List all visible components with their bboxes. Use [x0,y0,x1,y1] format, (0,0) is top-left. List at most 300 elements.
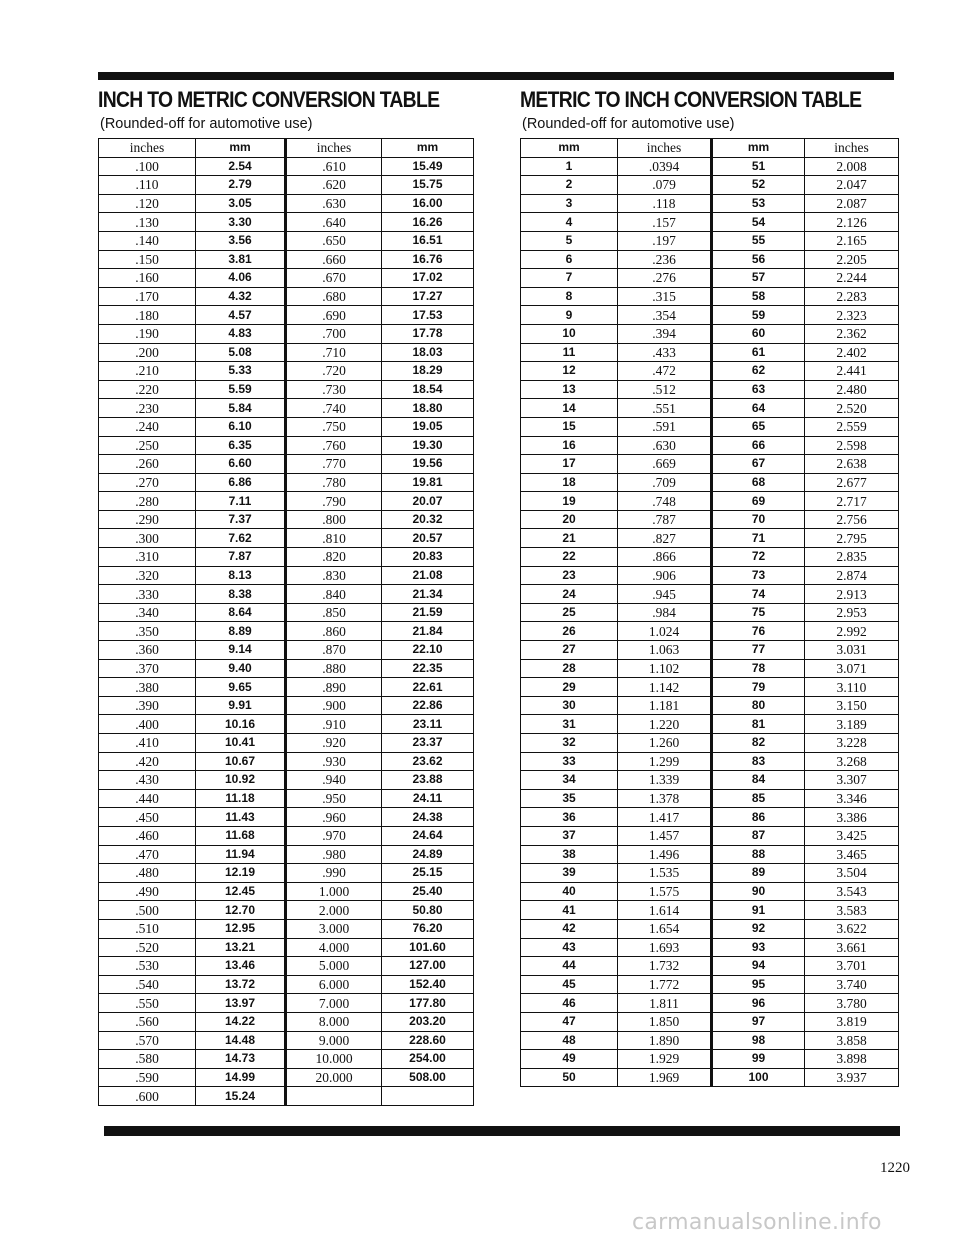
table-cell: 10.92 [196,771,286,790]
table-cell: .440 [99,789,196,808]
table-header-row [521,139,899,158]
table-cell: 10.67 [196,752,286,771]
table-cell: 91 [712,901,805,920]
table-cell: 96 [712,994,805,1013]
table-cell: 66 [712,436,805,455]
table-cell: 1.299 [618,752,712,771]
table-cell: 17.53 [382,306,474,325]
table-cell: 3.701 [805,957,899,976]
table-cell: .730 [286,380,382,399]
table-cell: .150 [99,250,196,269]
table-cell: 27 [521,641,618,660]
table-cell: .550 [99,994,196,1013]
table-row [521,362,899,381]
table-cell: 18.29 [382,362,474,381]
table-row [521,194,899,213]
table-cell: .787 [618,510,712,529]
table-cell: 93 [712,938,805,957]
table-cell: 7 [521,269,618,288]
metric-to-inch-title: METRIC TO INCH CONVERSION TABLE [520,87,862,112]
table-cell: .669 [618,455,712,474]
column-header: mm [196,139,286,158]
table-cell: .900 [286,696,382,715]
table-cell: 45 [521,975,618,994]
table-row [99,176,474,195]
table-cell: .750 [286,417,382,436]
table-cell: 1.969 [618,1068,712,1087]
table-row [521,343,899,362]
table-row [99,771,474,790]
table-cell: 1.890 [618,1031,712,1050]
table-cell: 3.150 [805,696,899,715]
table-cell: 43 [521,938,618,957]
table-cell: 4.32 [196,287,286,306]
table-cell: 46 [521,994,618,1013]
table-cell: .450 [99,808,196,827]
column-header: inches [618,139,712,158]
table-row [99,157,474,176]
table-row [99,287,474,306]
table-row [99,548,474,567]
table-cell: .236 [618,250,712,269]
table-cell: 10.16 [196,715,286,734]
table-cell: .370 [99,659,196,678]
table-cell: 20.57 [382,529,474,548]
table-cell: 3.504 [805,864,899,883]
watermark-text: carmanualsonline.info [632,1210,882,1235]
table-cell: .350 [99,622,196,641]
table-row [99,901,474,920]
table-row [521,864,899,883]
table-cell: 94 [712,957,805,976]
table-cell: 13.72 [196,975,286,994]
table-cell: 64 [712,399,805,418]
table-cell: 59 [712,306,805,325]
table-row [521,734,899,753]
table-row [99,399,474,418]
table-cell: 101.60 [382,938,474,957]
table-cell: 29 [521,678,618,697]
table-row [99,975,474,994]
table-cell: 15 [521,417,618,436]
table-row [99,1087,474,1106]
table-cell: 1.614 [618,901,712,920]
table-row [521,157,899,176]
table-cell: 19 [521,492,618,511]
table-cell: 62 [712,362,805,381]
table-cell: 2.441 [805,362,899,381]
table-cell: .380 [99,678,196,697]
table-cell: 6.10 [196,417,286,436]
table-cell: 8 [521,287,618,306]
table-cell: 127.00 [382,957,474,976]
table-cell: .470 [99,845,196,864]
table-cell: 37 [521,826,618,845]
table-cell: 3.031 [805,641,899,660]
table-row [99,1012,474,1031]
table-cell: 17.78 [382,324,474,343]
table-cell: 22 [521,548,618,567]
table-cell: .740 [286,399,382,418]
table-cell: 8.000 [286,1012,382,1031]
table-cell: .800 [286,510,382,529]
metric-to-inch-section [520,86,900,1087]
table-cell: 69 [712,492,805,511]
table-cell: 1.496 [618,845,712,864]
table-cell: 3.583 [805,901,899,920]
metric-to-inch-subtitle: (Rounded-off for automotive use) [522,116,735,132]
table-cell: 23 [521,566,618,585]
table-row [99,1031,474,1050]
table-cell: 73 [712,566,805,585]
table-cell: 17.27 [382,287,474,306]
table-cell: 50 [521,1068,618,1087]
table-cell: 9 [521,306,618,325]
table-row [521,380,899,399]
inch-to-metric-subtitle: (Rounded-off for automotive use) [100,116,313,132]
table-cell: 7.87 [196,548,286,567]
table-cell: 1 [521,157,618,176]
table-cell: 1.654 [618,919,712,938]
table-cell: 36 [521,808,618,827]
table-cell: 11.18 [196,789,286,808]
table-cell: 11 [521,343,618,362]
table-cell: 9.000 [286,1031,382,1050]
table-row [521,529,899,548]
table-row [521,566,899,585]
table-row [99,510,474,529]
table-row [521,696,899,715]
table-cell: 2.087 [805,194,899,213]
table-cell: 5.59 [196,380,286,399]
table-cell: 9.65 [196,678,286,697]
table-cell: 3.740 [805,975,899,994]
table-cell: 3.425 [805,826,899,845]
table-cell: 6.35 [196,436,286,455]
table-row [521,901,899,920]
table-cell: .910 [286,715,382,734]
table-cell: 3.110 [805,678,899,697]
table-row [99,1068,474,1087]
table-cell: 13.46 [196,957,286,976]
table-cell: 31 [521,715,618,734]
table-row [521,789,899,808]
inch-to-metric-table [98,138,474,1106]
table-row [99,492,474,511]
table-cell: .490 [99,882,196,901]
table-cell: 1.929 [618,1050,712,1069]
table-cell: 51 [712,157,805,176]
table-cell: 3.386 [805,808,899,827]
table-cell: 81 [712,715,805,734]
table-row [99,789,474,808]
table-cell: 15.24 [196,1087,286,1106]
table-cell: 11.43 [196,808,286,827]
table-cell: 24.38 [382,808,474,827]
table-cell: .230 [99,399,196,418]
table-cell: 4.57 [196,306,286,325]
table-cell: 152.40 [382,975,474,994]
table-cell: 39 [521,864,618,883]
table-row [99,566,474,585]
table-cell: .079 [618,176,712,195]
table-cell: 20.83 [382,548,474,567]
table-row [521,250,899,269]
table-row [99,269,474,288]
table-cell: .220 [99,380,196,399]
table-cell: 78 [712,659,805,678]
table-cell: .200 [99,343,196,362]
table-cell: .870 [286,641,382,660]
table-cell: 18 [521,473,618,492]
table-cell: 4.83 [196,324,286,343]
table-cell: .480 [99,864,196,883]
table-cell: 2.756 [805,510,899,529]
table-cell: 20 [521,510,618,529]
table-row [99,585,474,604]
table-cell: .430 [99,771,196,790]
table-row [521,1031,899,1050]
table-cell: .820 [286,548,382,567]
table-cell: 1.024 [618,622,712,641]
table-cell: 203.20 [382,1012,474,1031]
table-cell: 4.000 [286,938,382,957]
table-cell: 22.86 [382,696,474,715]
table-cell: .700 [286,324,382,343]
inch-to-metric-section [98,86,480,1106]
table-row [521,473,899,492]
table-cell: 90 [712,882,805,901]
table-cell: 30 [521,696,618,715]
table-row [99,641,474,660]
table-cell: 75 [712,603,805,622]
table-cell: 2.54 [196,157,286,176]
table-cell: 83 [712,752,805,771]
table-row [521,1068,899,1087]
table-row [521,678,899,697]
table-cell: .210 [99,362,196,381]
table-row [99,845,474,864]
table-cell: 12 [521,362,618,381]
table-cell: .984 [618,603,712,622]
table-cell: 21.59 [382,603,474,622]
table-cell: 2.008 [805,157,899,176]
table-cell: .276 [618,269,712,288]
table-cell: 38 [521,845,618,864]
table-cell: 2.953 [805,603,899,622]
table-row [521,808,899,827]
bottom-rule [104,1126,900,1136]
table-row [521,399,899,418]
table-cell: 1.693 [618,938,712,957]
table-cell: 1.772 [618,975,712,994]
table-cell: 1.339 [618,771,712,790]
table-cell: 23.88 [382,771,474,790]
table-cell: 100 [712,1068,805,1087]
table-cell: 89 [712,864,805,883]
table-cell: 60 [712,324,805,343]
table-cell: 7.37 [196,510,286,529]
table-cell: .680 [286,287,382,306]
table-cell: 17.02 [382,269,474,288]
table-cell: 7.62 [196,529,286,548]
table-cell: .290 [99,510,196,529]
table-cell: 254.00 [382,1050,474,1069]
table-cell: 16.76 [382,250,474,269]
table-cell: 5.84 [196,399,286,418]
table-cell: 19.30 [382,436,474,455]
table-cell: .472 [618,362,712,381]
table-row [521,641,899,660]
table-row [521,957,899,976]
table-cell: .660 [286,250,382,269]
table-cell: 1.102 [618,659,712,678]
table-row [521,975,899,994]
table-row [521,938,899,957]
table-cell: .840 [286,585,382,604]
table-cell: .460 [99,826,196,845]
table-row [99,938,474,957]
table-cell: 2.559 [805,417,899,436]
table-row [521,659,899,678]
table-row [99,436,474,455]
table-cell: 35 [521,789,618,808]
table-cell: 2.323 [805,306,899,325]
table-cell: .100 [99,157,196,176]
column-header: inches [286,139,382,158]
table-cell: 14 [521,399,618,418]
table-cell: 3.268 [805,752,899,771]
table-row [521,510,899,529]
table-cell: 2.835 [805,548,899,567]
table-cell: 5.08 [196,343,286,362]
table-cell: .520 [99,938,196,957]
table-cell: 58 [712,287,805,306]
table-row [521,1012,899,1031]
table-cell: 9.14 [196,641,286,660]
table-cell: 8.89 [196,622,286,641]
table-row [521,622,899,641]
table-cell: .170 [99,287,196,306]
table-cell: 88 [712,845,805,864]
table-cell: 2.480 [805,380,899,399]
table-row [99,715,474,734]
table-cell: 14.99 [196,1068,286,1087]
table-row [99,957,474,976]
table-cell: .190 [99,324,196,343]
table-cell: 57 [712,269,805,288]
table-cell: 41 [521,901,618,920]
table-cell: 12.45 [196,882,286,901]
table-row [521,826,899,845]
table-row [521,436,899,455]
table-cell: 54 [712,213,805,232]
table-cell: 3.898 [805,1050,899,1069]
table-cell: 26 [521,622,618,641]
table-cell: 99 [712,1050,805,1069]
table-cell: 82 [712,734,805,753]
table-cell: 2.717 [805,492,899,511]
table-cell: .830 [286,566,382,585]
table-row [521,176,899,195]
table-cell: 42 [521,919,618,938]
table-row [521,715,899,734]
table-row [521,213,899,232]
table-cell: 6.60 [196,455,286,474]
table-cell: .360 [99,641,196,660]
table-cell: 5.000 [286,957,382,976]
table-cell: 18.54 [382,380,474,399]
table-cell: .320 [99,566,196,585]
table-cell: 3.56 [196,231,286,250]
table-cell: 2.283 [805,287,899,306]
table-row [99,622,474,641]
table-cell: 33 [521,752,618,771]
table-cell: 53 [712,194,805,213]
table-row [99,417,474,436]
table-row [99,826,474,845]
table-cell: .400 [99,715,196,734]
table-cell: 3.937 [805,1068,899,1087]
table-cell: .827 [618,529,712,548]
table-cell: 25.40 [382,882,474,901]
table-cell: 6.000 [286,975,382,994]
table-cell: 52 [712,176,805,195]
column-header: mm [712,139,805,158]
table-row [99,343,474,362]
table-row [99,306,474,325]
table-cell: 3.071 [805,659,899,678]
table-row [99,752,474,771]
table-cell: 12.70 [196,901,286,920]
table-cell: .990 [286,864,382,883]
table-cell: 8.38 [196,585,286,604]
table-cell: .120 [99,194,196,213]
table-cell: .500 [99,901,196,920]
table-cell: 3.81 [196,250,286,269]
table-cell: 56 [712,250,805,269]
table-cell: 49 [521,1050,618,1069]
table-cell: 8.13 [196,566,286,585]
table-cell: 13.97 [196,994,286,1013]
table-cell: .970 [286,826,382,845]
table-cell: 7.11 [196,492,286,511]
table-cell: .850 [286,603,382,622]
table-cell: 98 [712,1031,805,1050]
table-cell: 2.598 [805,436,899,455]
table-cell: .960 [286,808,382,827]
metric-to-inch-table [520,138,899,1087]
table-cell: 48 [521,1031,618,1050]
table-cell: 3.465 [805,845,899,864]
table-cell: .590 [99,1068,196,1087]
table-cell: 177.80 [382,994,474,1013]
table-cell: .880 [286,659,382,678]
table-cell: 1.181 [618,696,712,715]
table-cell: 16.51 [382,231,474,250]
table-cell: .560 [99,1012,196,1031]
table-cell: 3.05 [196,194,286,213]
page-number: 1220 [880,1160,910,1176]
table-cell: 34 [521,771,618,790]
table-cell: .980 [286,845,382,864]
table-cell: 2.165 [805,231,899,250]
table-cell: 21.08 [382,566,474,585]
table-row [99,473,474,492]
table-cell: 3.661 [805,938,899,957]
table-cell: 67 [712,455,805,474]
column-header: inches [99,139,196,158]
